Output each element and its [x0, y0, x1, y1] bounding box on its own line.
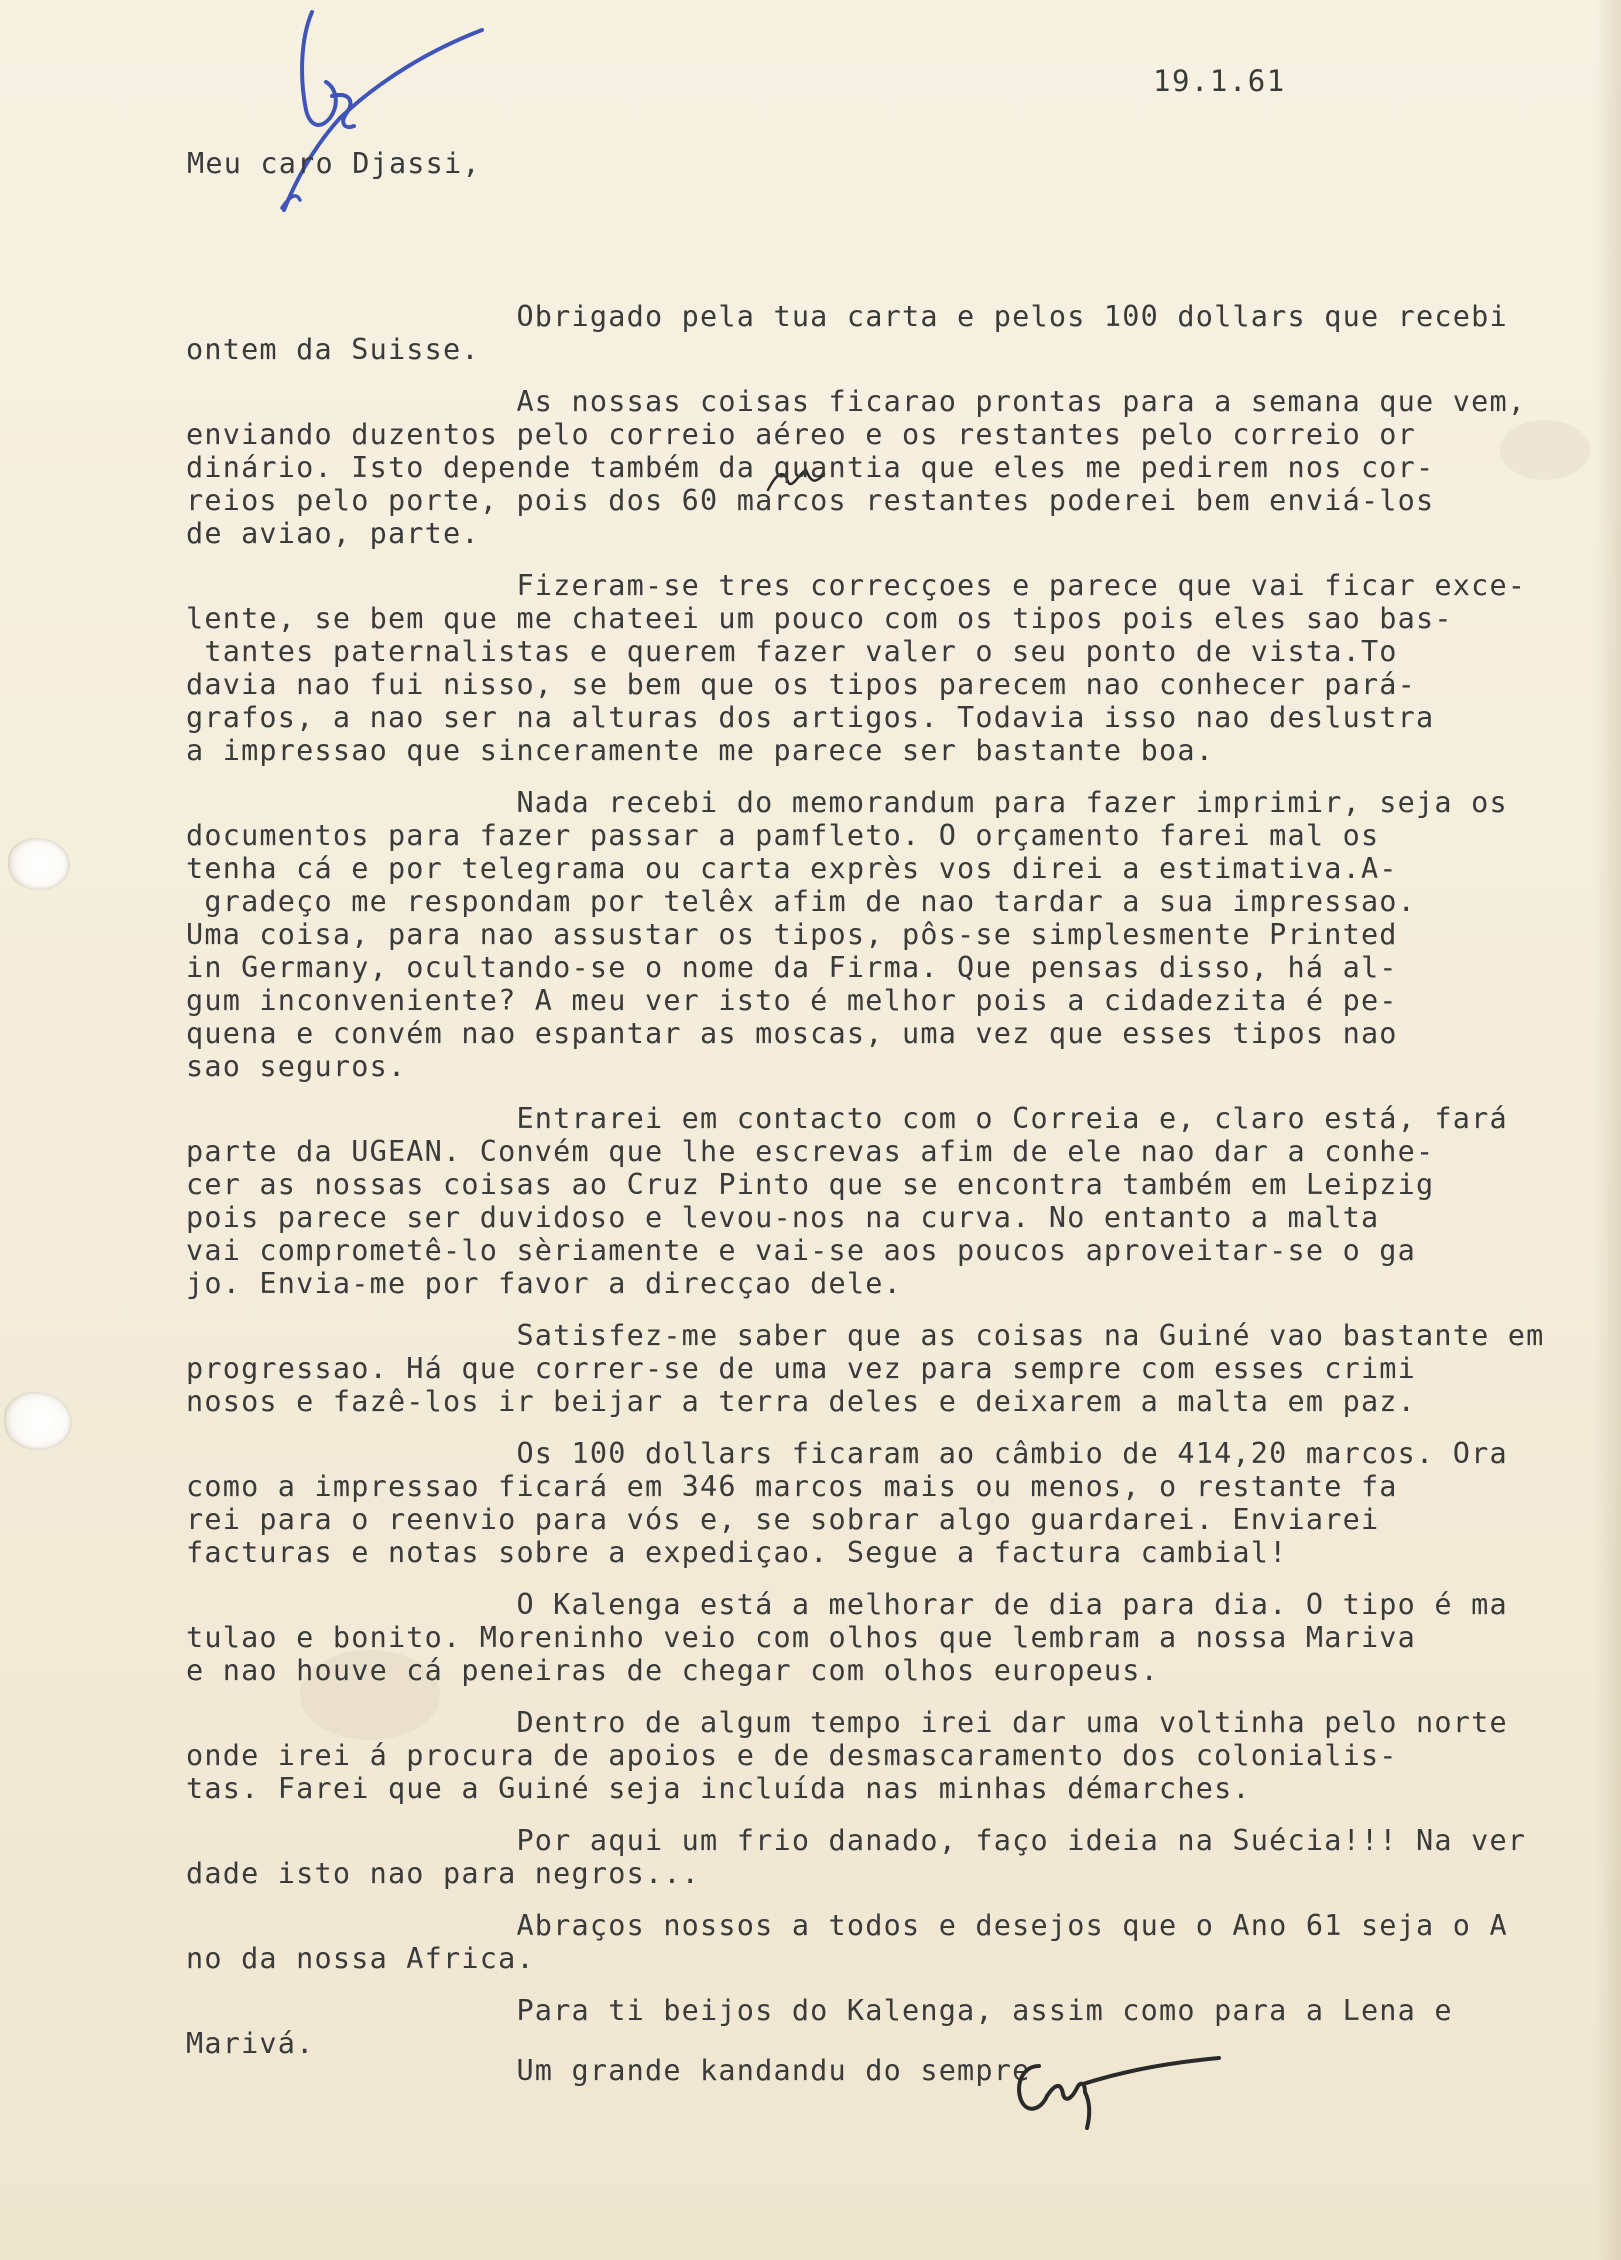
text-line: Fizeram-se tres correcçoes e parece que vai ficar exce-	[186, 569, 1527, 602]
paragraph-exchange	[186, 1437, 1586, 1569]
paragraph-kalenga	[186, 1588, 1586, 1687]
text-line: onde irei á procura de apoios e de desmascaramento dos colonialis-	[186, 1739, 1398, 1772]
paragraph-kisses	[186, 1994, 1586, 2060]
text-line: cer as nossas coisas ao Cruz Pinto que se encontra também em Leipzig	[186, 1168, 1435, 1201]
text-line: jo. Envia-me por favor a direcçao dele.	[186, 1267, 902, 1300]
text-line: pois parece ser duvidoso e levou-nos na curva. No entanto a malta	[186, 1201, 1380, 1234]
paragraph-guine	[186, 1319, 1586, 1418]
paragraph-thanks	[186, 300, 1586, 366]
text-line: tenha cá e por telegrama ou carta exprès vos direi a estimativa.A-	[186, 852, 1398, 885]
paragraph-corrections	[186, 569, 1586, 767]
text-line: progressao. Há que correr-se de uma vez para sempre com esses crimi	[186, 1352, 1417, 1385]
pen-initials-mark	[270, 0, 500, 220]
punch-hole-bottom	[4, 1392, 72, 1450]
text-line: reios pelo porte, pois dos 60 marcos restantes poderei bem enviá-los	[186, 484, 1435, 517]
text-line: grafos, a nao ser na alturas dos artigos. Todavia isso nao deslustra	[186, 701, 1435, 734]
text-line: As nossas coisas ficarao prontas para a semana que vem,	[186, 385, 1527, 418]
text-line: documentos para fazer passar a pamfleto. O orçamento farei mal os	[186, 819, 1380, 852]
text-line: tulao e bonito. Moreninho veio com olhos que lembram a nossa Mariva	[186, 1621, 1417, 1654]
text-line: gradeço me respondam por telêx afim de nao tardar a sua impressao.	[186, 885, 1417, 918]
letter-date: 19.1.61	[1153, 64, 1286, 98]
text-line: Por aqui um frio danado, faço ideia na Suécia!!! Na ver	[186, 1824, 1527, 1857]
text-line: davia nao fui nisso, se bem que os tipos parecem nao conhecer pará-	[186, 668, 1417, 701]
page-edge-shadow	[1595, 0, 1621, 2260]
text-line: tantes paternalistas e querem fazer valer o seu ponto de vista.To	[186, 635, 1398, 668]
closing-line	[186, 2054, 1031, 2087]
punch-hole-top	[8, 838, 70, 890]
text-line: de aviao, parte.	[186, 517, 480, 550]
text-line: Abraços nossos a todos e desejos que o Ano 61 seja o A	[186, 1909, 1508, 1942]
text-line: enviando duzentos pelo correio aéreo e os restantes pelo correio or	[186, 418, 1417, 451]
closing-text: Um grande kandandu do sempre	[186, 2054, 1031, 2087]
paragraph-cold	[186, 1824, 1586, 1890]
text-line: facturas e notas sobre a expediçao. Segue a factura cambial!	[186, 1536, 1288, 1569]
paragraph-correia	[186, 1102, 1586, 1300]
text-line: como a impressao ficará em 346 marcos mais ou menos, o restante fa	[186, 1470, 1398, 1503]
paragraph-greetings	[186, 1909, 1586, 1975]
text-line: in Germany, ocultando-se o nome da Firma. Que pensas disso, há al-	[186, 951, 1398, 984]
text-line: Satisfez-me saber que as coisas na Guiné vao bastante em	[186, 1319, 1545, 1352]
text-line: Nada recebi do memorandum para fazer imprimir, seja os	[186, 786, 1508, 819]
text-line: Entrarei em contacto com o Correia e, claro está, fará	[186, 1102, 1508, 1135]
text-line: vai comprometê-lo sèriamente e vai-se aos poucos aproveitar-se o ga	[186, 1234, 1417, 1267]
text-line: dade isto nao para negros...	[186, 1857, 701, 1890]
text-line: no da nossa Africa.	[186, 1942, 535, 1975]
text-line: nosos e fazê-los ir beijar a terra deles e deixarem a malta em paz.	[186, 1385, 1417, 1418]
text-line: Uma coisa, para nao assustar os tipos, pôs-se simplesmente Printed	[186, 918, 1398, 951]
paragraph-shipping	[186, 385, 1586, 550]
text-line: tas. Farei que a Guiné seja incluída nas minhas démarches.	[186, 1772, 1251, 1805]
text-line: rei para o reenvio para vós e, se sobrar algo guardarei. Enviarei	[186, 1503, 1380, 1536]
salutation: Meu caro Djassi,	[187, 147, 481, 180]
paragraph-travel	[186, 1706, 1586, 1805]
text-line: gum inconveniente? A meu ver isto é melhor pois a cidadezita é pe-	[186, 984, 1398, 1017]
text-line: Para ti beijos do Kalenga, assim como para a Lena e	[186, 1994, 1453, 2027]
text-line: Obrigado pela tua carta e pelos 100 dollars que recebi	[186, 300, 1508, 333]
text-line: Marivá.	[186, 2027, 315, 2060]
text-line: O Kalenga está a melhorar de dia para dia. O tipo é ma	[186, 1588, 1508, 1621]
letter-body	[186, 300, 1586, 2079]
text-line: sao seguros.	[186, 1050, 407, 1083]
text-line: parte da UGEAN. Convém que lhe escrevas afim de ele nao dar a conhe-	[186, 1135, 1435, 1168]
paragraph-memorandum	[186, 786, 1586, 1083]
text-line: quena e convém nao espantar as moscas, uma vez que esses tipos nao	[186, 1017, 1398, 1050]
text-line: a impressao que sinceramente me parece ser bastante boa.	[186, 734, 1215, 767]
text-line: Os 100 dollars ficaram ao câmbio de 414,20 marcos. Ora	[186, 1437, 1508, 1470]
text-line: e nao houve cá peneiras de chegar com olhos europeus.	[186, 1654, 1159, 1687]
text-line: Dentro de algum tempo irei dar uma voltinha pelo norte	[186, 1706, 1508, 1739]
text-line: dinário. Isto depende também da quantia que eles me pedirem nos cor-	[186, 451, 1435, 484]
text-line: ontem da Suisse.	[186, 333, 480, 366]
text-line: lente, se bem que me chateei um pouco com os tipos pois eles sao bas-	[186, 602, 1453, 635]
